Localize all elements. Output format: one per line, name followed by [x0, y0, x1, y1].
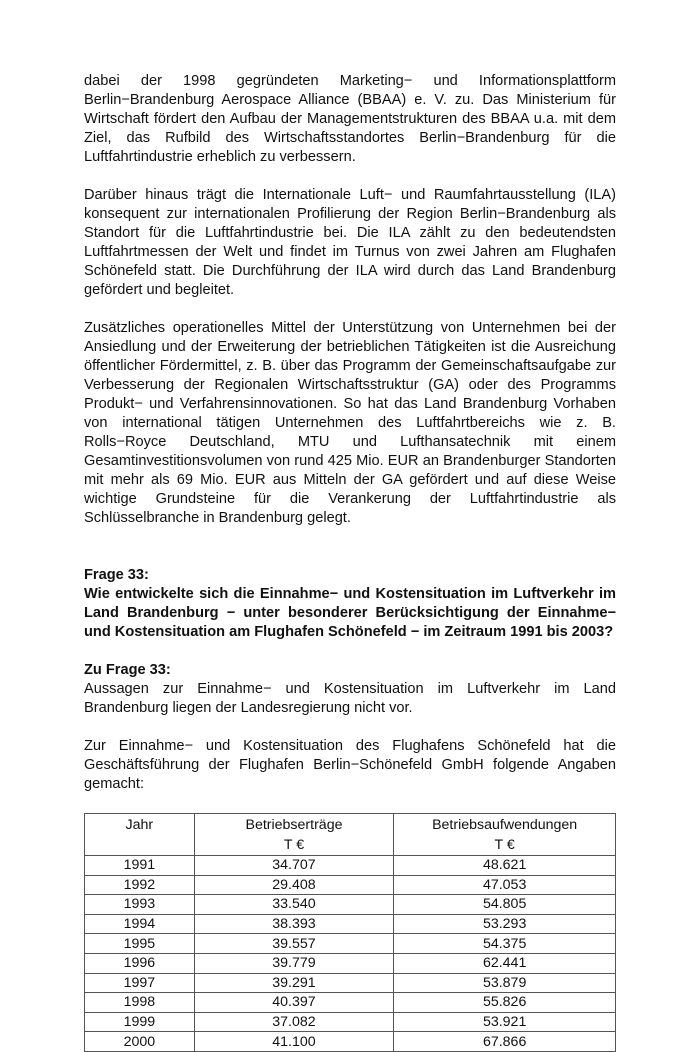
answer-text-1: Aussagen zur Einnahme− und Kostensituation im Luftverkehr im Land Brandenburg liegen der Landesregierung nicht vor.	[84, 681, 616, 716]
header-expenses	[394, 814, 616, 856]
cell-expenses: 55.826	[394, 993, 616, 1013]
answer-text-2: Zur Einnahme− und Kostensituation des Flughafens Schönefeld hat die Geschäftsführung der Flughafen Berlin−Schönefeld GmbH folgende Angaben gemacht:	[84, 738, 616, 792]
table-row	[85, 856, 616, 876]
financial-table	[84, 813, 616, 1052]
cell-year: 1998	[85, 993, 195, 1013]
header-revenue	[194, 814, 394, 856]
cell-year: 1999	[85, 1012, 195, 1032]
header-expenses-unit: T €	[494, 837, 515, 853]
cell-year: 1991	[85, 856, 195, 876]
table-row	[85, 1012, 616, 1032]
cell-expenses: 48.621	[394, 856, 616, 876]
table-row	[85, 934, 616, 954]
cell-revenue: 39.557	[194, 934, 394, 954]
cell-expenses: 53.921	[394, 1012, 616, 1032]
paragraph-ila: Darüber hinaus trägt die Internationale Luft− und Raumfahrtausstellung (ILA) konsequent zur internationalen Profilierung der Region Berlin−Brandenburg als Standort für die Luftfahrtindustrie bei. Die ILA zählt zu den bedeutendsten Luftfahrtmessen der Welt und findet im Turnus von zwei Jahren am Flughafen Schönefeld statt. Die Durchführung der ILA wird durch das Land Brandenburg gefördert und begleitet.	[84, 187, 616, 298]
table-row	[85, 1032, 616, 1052]
header-year-label: Jahr	[125, 817, 154, 833]
cell-revenue: 37.082	[194, 1012, 394, 1032]
cell-expenses: 53.293	[394, 914, 616, 934]
table-header-row	[85, 814, 616, 856]
cell-revenue: 40.397	[194, 993, 394, 1013]
cell-expenses: 62.441	[394, 953, 616, 973]
cell-revenue: 29.408	[194, 875, 394, 895]
header-year	[85, 814, 195, 856]
cell-expenses: 54.805	[394, 895, 616, 915]
cell-revenue: 34.707	[194, 856, 394, 876]
table-row	[85, 895, 616, 915]
table-row	[85, 875, 616, 895]
document-page	[84, 72, 616, 1052]
cell-year: 1994	[85, 914, 195, 934]
question-label: Frage 33:	[84, 567, 149, 583]
cell-expenses: 53.879	[394, 973, 616, 993]
cell-revenue: 38.393	[194, 914, 394, 934]
table-row	[85, 914, 616, 934]
cell-revenue: 39.779	[194, 953, 394, 973]
paragraph-funding: Zusätzliches operationelles Mittel der Unterstützung von Unternehmen bei der Ansiedlung und der Erweiterung der betrieblichen Tätigkeiten ist die Ausreichung öffentlicher Fördermittel, z. B. über das Programm der Gemeinschaftsaufgabe zur Verbesserung der Regionalen Wirtschaftsstruktur (GA) oder des Programms Produkt− und Verfahrensinnovationen. So hat das Land Brandenburg Vorhaben von international tätigen Unternehmen des Luftfahrtbereichs wie z. B. Rolls−Royce Deutschland, MTU und Lufthansatechnik mit einem Gesamtinvestitionsvolumen von rund 425 Mio. EUR an Brandenburger Standorten mit mehr als 69 Mio. EUR aus Mitteln der GA gefördert und auf diese Weise wichtige Grundsteine für die Verankerung der Luftfahrtindustrie als Schlüsselbranche in Brandenburg gelegt.	[84, 320, 616, 526]
cell-year: 1992	[85, 875, 195, 895]
cell-revenue: 41.100	[194, 1032, 394, 1052]
header-revenue-label: Betriebserträge	[245, 817, 343, 833]
cell-year: 1996	[85, 953, 195, 973]
header-revenue-unit: T €	[283, 837, 305, 853]
cell-expenses: 47.053	[394, 875, 616, 895]
paragraph-bbaa: dabei der 1998 gegründeten Marketing− und Informationsplattform Berlin−Brandenburg Aerospace Alliance (BBAA) e. V. zu. Das Ministerium für Wirtschaft fördert den Aufbau der Managementstrukturen des BBAA u.a. mit dem Ziel, das Rufbild des Wirtschaftsstandortes Berlin−Brandenburg für die Luftfahrtindustrie erheblich zu verbessern.	[84, 73, 616, 165]
header-expenses-label: Betriebsaufwendungen	[432, 817, 578, 833]
answer-label: Zu Frage 33:	[84, 662, 171, 678]
cell-year: 1995	[85, 934, 195, 954]
cell-expenses: 67.866	[394, 1032, 616, 1052]
cell-revenue: 33.540	[194, 895, 394, 915]
question-text: Wie entwickelte sich die Einnahme− und Kostensituation im Luftverkehr im Land Brandenburg − unter besonderer Berücksichtigung der Einnahme− und Kostensituation am Flughafen Schönefeld − im Zeitraum 1991 bis 2003?	[84, 586, 616, 640]
cell-year: 2000	[85, 1032, 195, 1052]
cell-revenue: 39.291	[194, 973, 394, 993]
cell-year: 1993	[85, 895, 195, 915]
cell-expenses: 54.375	[394, 934, 616, 954]
cell-year: 1997	[85, 973, 195, 993]
table-row	[85, 993, 616, 1013]
table-row	[85, 953, 616, 973]
